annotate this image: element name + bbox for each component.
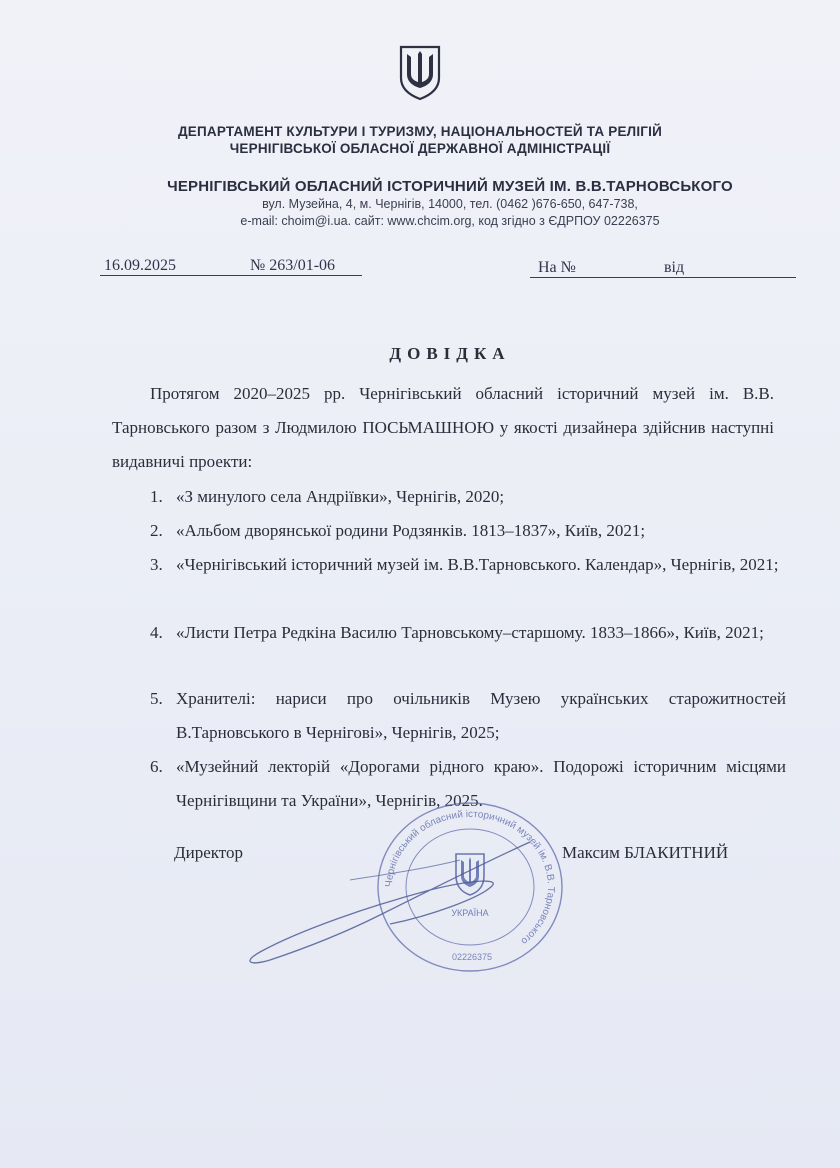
incoming-date-label: від: [664, 259, 685, 276]
department-line-2: ЧЕРНІГІВСЬКОЇ ОБЛАСНОЇ ДЕРЖАВНОЇ АДМІНІСТРАЦІЇ: [229, 141, 611, 156]
signatory-position: Директор: [174, 843, 243, 862]
official-seal: [360, 792, 580, 982]
list-item-number: 3.: [150, 555, 163, 574]
museum-name: ЧЕРНІГІВСЬКИЙ ОБЛАСНИЙ ІСТОРИЧНИЙ МУЗЕЙ ІМ. В.В.ТАРНОВСЬКОГО: [167, 178, 733, 195]
registration-date: 16.09.2025: [104, 257, 176, 274]
incoming-underline: [530, 277, 796, 278]
department-line-1: ДЕПАРТАМЕНТ КУЛЬТУРИ І ТУРИЗМУ, НАЦІОНАЛЬНОСТЕЙ ТА РЕЛІГІЙ: [177, 124, 662, 139]
coat-of-arms-icon: [398, 44, 442, 100]
list-item-text: «Альбом дворянської родини Родзянків. 1813–1837», Київ, 2021;: [176, 521, 646, 540]
list-item-number: 2.: [150, 521, 163, 540]
address-line-2: e-mail: choim@i.ua. сайт: www.chcim.org, код згідно з ЄДРПОУ 02226375: [240, 214, 660, 228]
address-line-1: вул. Музейна, 4, м. Чернігів, 14000, тел. (0462 )676-650, 647-738,: [262, 197, 638, 211]
list-item-number: 6.: [150, 757, 163, 776]
registration-number: № 263/01-06: [250, 257, 336, 274]
seal-code: 02226375: [451, 952, 493, 962]
list-item-text: «Музейний лекторій «Дорогами рідного краю». Подорожі історичним місцями Чернігівщини та України», Чернігів, 2025.: [176, 757, 786, 810]
list-item-text: Хранителі: нариси про очільників Музею українських старожитностей В.Тарновського в Чернігові», Чернігів, 2025;: [176, 689, 786, 742]
document-title: ДОВІДКА: [389, 344, 511, 363]
list-item-number: 1.: [150, 487, 163, 506]
intro-paragraph: Протягом 2020–2025 рр. Чернігівський обласний історичний музей ім. В.В. Тарновського разом з Людмилою ПОСЬМАШНОЮ у якості дизайнера здійснив наступні видавничі проекти:: [112, 384, 774, 471]
incoming-number-label: На №: [538, 259, 576, 276]
registration-underline: [100, 275, 362, 276]
seal-center-text: УКРАЇНА: [451, 908, 489, 918]
list-item-text: «Листи Петра Редкіна Василю Тарновському–старшому. 1833–1866», Київ, 2021;: [176, 623, 764, 642]
list-item-text: «З минулого села Андріївки», Чернігів, 2020;: [176, 487, 505, 506]
signatory-name: Максим БЛАКИТНИЙ: [562, 843, 729, 862]
list-item-text: «Чернігівський історичний музей ім. В.В.Тарновського. Календар», Чернігів, 2021;: [176, 555, 779, 574]
seal-outer-text: Чернігівський обласний історичний музей ім. В.В. Тарновського: [383, 808, 557, 947]
list-item-number: 5.: [150, 689, 163, 708]
list-item-number: 4.: [150, 623, 163, 642]
